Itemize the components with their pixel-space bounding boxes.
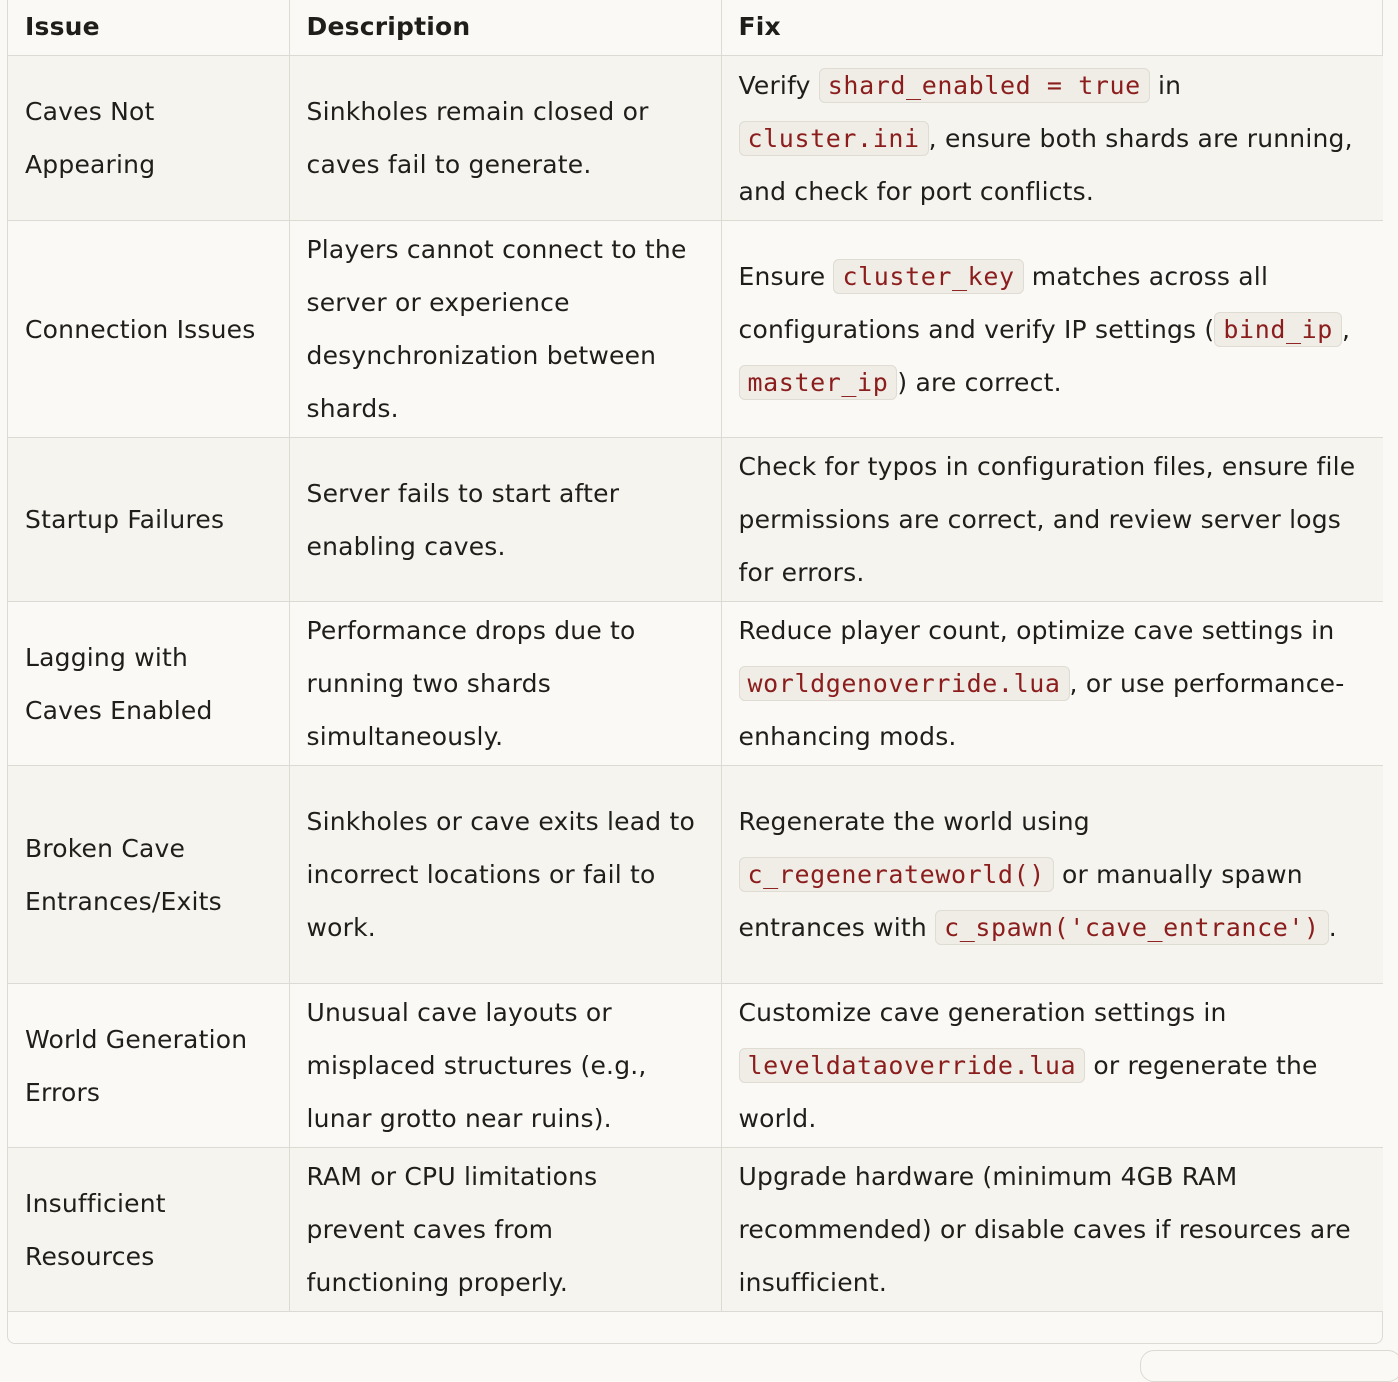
troubleshooting-table-container <box>7 0 1383 1344</box>
fix-text: Regenerate the world using <box>738 807 1090 836</box>
fix-text: , <box>1341 314 1351 344</box>
fix-text: or regenerate the world. <box>738 1051 1318 1133</box>
fix-text: matches across all configurations and verify IP settings ( <box>738 261 1269 344</box>
inline-code: leveldataoverride.lua <box>739 1048 1086 1083</box>
header-fix: Fix <box>721 0 1383 56</box>
description-cell: Sinkholes or cave exits lead to incorrect locations or fail to work. <box>289 766 721 984</box>
issue-cell: World Generation Errors <box>8 984 289 1148</box>
bottom-input-edge <box>1140 1350 1398 1382</box>
fix-text: Ensure <box>738 261 834 291</box>
table-row <box>8 1148 1383 1312</box>
fix-cell <box>721 602 1383 766</box>
table-row <box>8 984 1383 1148</box>
description-cell: Server fails to start after enabling caves. <box>289 438 721 602</box>
description-cell: Players cannot connect to the server or experience desynchronization between shards. <box>289 221 721 438</box>
fix-cell <box>721 56 1383 221</box>
fix-text: Reduce player count, optimize cave settings in <box>738 616 1335 645</box>
inline-code: master_ip <box>739 365 898 400</box>
fix-cell <box>721 1148 1383 1312</box>
description-cell: Sinkholes remain closed or caves fail to generate. <box>289 56 721 221</box>
issue-cell: Lagging with Caves Enabled <box>8 602 289 766</box>
fix-text: or manually spawn entrances with <box>738 860 1303 942</box>
fix-text: , or use performance-enhancing mods. <box>738 669 1345 751</box>
fix-text: Customize cave generation settings in <box>738 998 1227 1027</box>
description-cell: Unusual cave layouts or misplaced structures (e.g., lunar grotto near ruins). <box>289 984 721 1148</box>
inline-code: bind_ip <box>1214 312 1342 347</box>
fix-text: in <box>1149 70 1182 100</box>
troubleshooting-table <box>8 0 1383 1312</box>
fix-text: Check for typos in configuration files, ensure file permissions are correct, and review server logs for errors. <box>738 452 1356 587</box>
description-cell: Performance drops due to running two shards simultaneously. <box>289 602 721 766</box>
issue-cell: Connection Issues <box>8 221 289 438</box>
table-row <box>8 438 1383 602</box>
issue-cell: Caves Not Appearing <box>8 56 289 221</box>
fix-cell <box>721 766 1383 984</box>
table-row <box>8 56 1383 221</box>
header-issue: Issue <box>8 0 289 56</box>
issue-cell: Startup Failures <box>8 438 289 602</box>
inline-code: c_spawn('cave_entrance') <box>935 910 1329 945</box>
inline-code: cluster_key <box>833 259 1023 294</box>
fix-text: ) are correct. <box>897 367 1062 397</box>
table-header-row <box>8 0 1383 56</box>
fix-text: . <box>1328 913 1337 942</box>
fix-text: Upgrade hardware (minimum 4GB RAM recommended) or disable caves if resources are insufficient. <box>738 1162 1351 1297</box>
inline-code: c_regenerateworld() <box>739 857 1054 892</box>
header-description: Description <box>289 0 721 56</box>
fix-text: Verify <box>738 70 819 100</box>
inline-code: worldgenoverride.lua <box>739 666 1070 701</box>
inline-code: cluster.ini <box>739 121 929 156</box>
description-cell: RAM or CPU limitations prevent caves from functioning properly. <box>289 1148 721 1312</box>
table-body <box>8 56 1383 1312</box>
fix-cell <box>721 984 1383 1148</box>
table-row <box>8 766 1383 984</box>
fix-cell <box>721 221 1383 438</box>
table-row <box>8 221 1383 438</box>
fix-text: , ensure both shards are running, and check for port conflicts. <box>738 123 1353 206</box>
inline-code: shard_enabled = true <box>819 68 1150 103</box>
issue-cell: Broken Cave Entrances/Exits <box>8 766 289 984</box>
fix-cell <box>721 438 1383 602</box>
table-row <box>8 602 1383 766</box>
issue-cell: Insufficient Resources <box>8 1148 289 1312</box>
